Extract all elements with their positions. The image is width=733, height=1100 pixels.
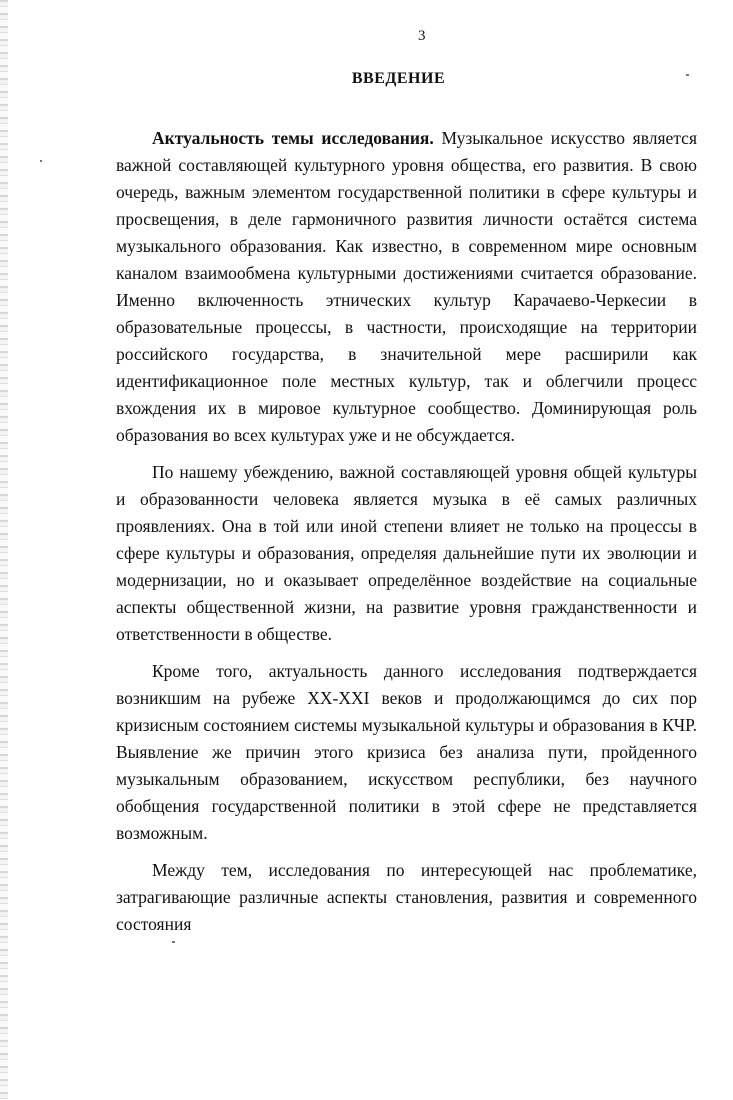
paragraph-relevance <box>116 125 697 449</box>
paragraph-research <box>116 857 697 938</box>
paragraph-text: Музыкальное искусство является важной составляющей культурного уровня общества, его развития. В свою очередь, важным элементом государственной политики в сфере культуры и просвещения, в деле гармоничного развития личности остаётся система музыкального образования. Как известно, в современном мире основным каналом взаимообмена культурными достижениями считается образование. Именно включенность этнических культур Карачаево-Черкесии в образовательные процессы, в частности, происходящие на территории российского государства, в значительной мере расширили как идентификационное поле местных культур, так и облегчили процесс вхождения их в мировое культурное сообщество. Доминирующая роль образования во всех культурах уже и не обсуждается. <box>116 128 697 445</box>
scan-edge-artifact <box>0 0 8 1100</box>
paragraph-music-role <box>116 459 697 648</box>
body-text <box>116 125 697 948</box>
scan-speck <box>172 941 175 943</box>
section-heading: ВВЕДЕНИЕ <box>351 70 446 87</box>
paragraph-text: Между тем, исследования по интересующей нас проблематике, затрагивающие различные аспекты становления, развития и современного состояния <box>116 860 697 934</box>
paragraph-lead: Актуальность темы исследования. <box>152 128 434 148</box>
scan-speck <box>40 160 42 162</box>
paragraph-text: Кроме того, актуальность данного исследования подтверждается возникшим на рубеже XX-XXI веков и продолжающимся до сих пор кризисным состоянием системы музыкальной культуры и образования в КЧР. Выявление же причин этого кризиса без анализа пути, пройденного музыкальным образованием, искусством республики, без научного обобщения государственной политики в этой сфере не представляется возможным. <box>116 661 697 843</box>
page-number: 3 <box>418 28 426 44</box>
scan-speck <box>686 74 689 76</box>
paragraph-text: По нашему убеждению, важной составляющей уровня общей культуры и образованности человека является музыка в её самых различных проявлениях. Она в той или иной степени влияет не только на процессы в сфере культуры и образования, определяя дальнейшие пути их эволюции и модернизации, но и оказывает определённое воздействие на социальные аспекты общественной жизни, на развитие уровня гражданственности и ответственности в обществе. <box>116 462 697 644</box>
paragraph-crisis <box>116 658 697 847</box>
